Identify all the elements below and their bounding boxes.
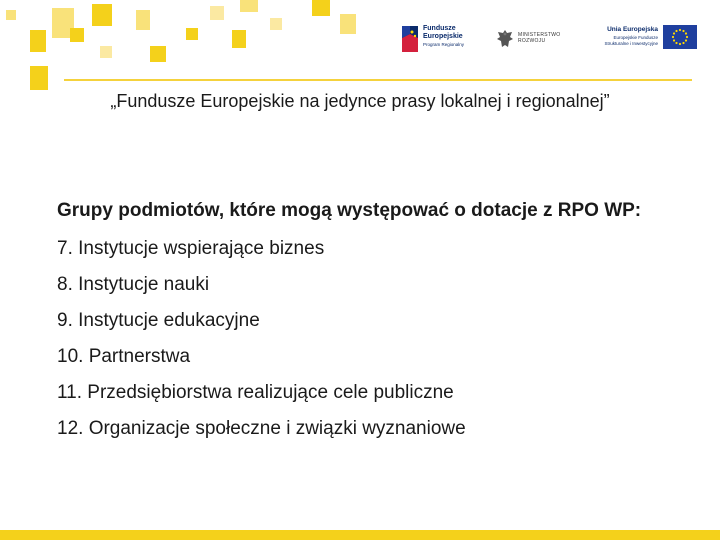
deco-square: [70, 28, 84, 42]
deco-square: [210, 6, 224, 20]
ministerstwo-rozwoju-logo: [496, 28, 570, 54]
slide-title: „Fundusze Europejskie na jedynce prasy lokalnej i regionalnej”: [110, 91, 610, 111]
deco-square: [136, 10, 150, 30]
deco-square: [30, 30, 46, 52]
list-item: 11. Przedsiębiorstwa realizujące cele publiczne: [57, 382, 454, 403]
unia-logo-line3: Strukturalne i Inwestycyjne: [604, 41, 658, 46]
deco-square: [30, 66, 48, 90]
fundusze-logo-line2: Europejskie: [423, 33, 463, 40]
fundusze-europejskie-logo: [398, 24, 488, 58]
bottom-accent-bar: [0, 530, 720, 540]
slide-content: [57, 198, 667, 447]
unia-logo-line2: Europejskie Fundusze: [613, 35, 658, 40]
deco-square: [186, 28, 198, 40]
header-divider: [64, 79, 692, 81]
fundusze-europejskie-logo-icon: [398, 24, 420, 54]
unia-logo-line1: Unia Europejska: [607, 26, 658, 33]
fundusze-logo-line1: Fundusze: [423, 25, 456, 32]
deco-square: [270, 18, 282, 30]
deco-square: [340, 14, 356, 34]
deco-square: [232, 30, 246, 48]
item-list: [57, 231, 667, 447]
ministerstwo-logo-line2: ROZWOJU: [518, 38, 546, 44]
ministerstwo-logo-line1: MINISTERSTWO: [518, 32, 561, 38]
content-heading: Grupy podmiotów, które mogą występować o dotacje z RPO WP:: [57, 200, 642, 221]
deco-square: [150, 46, 166, 62]
list-item: 8. Instytucje nauki: [57, 274, 210, 295]
eu-flag-icon: [663, 25, 697, 49]
deco-square: [6, 10, 16, 20]
fundusze-logo-line3: Program Regionalny: [423, 42, 465, 47]
logo-strip: [398, 22, 698, 58]
polish-eagle-icon: [496, 28, 514, 50]
list-item: 9. Instytucje edukacyjne: [57, 310, 260, 331]
deco-square: [92, 4, 112, 26]
list-item: 10. Partnerstwa: [57, 346, 191, 367]
list-item: 12. Organizacje społeczne i związki wyznaniowe: [57, 418, 466, 439]
list-item: 7. Instytucje wspierające biznes: [57, 238, 325, 259]
deco-square: [100, 46, 112, 58]
deco-square: [240, 0, 258, 12]
deco-square: [312, 0, 330, 16]
unia-europejska-logo: [580, 24, 698, 56]
